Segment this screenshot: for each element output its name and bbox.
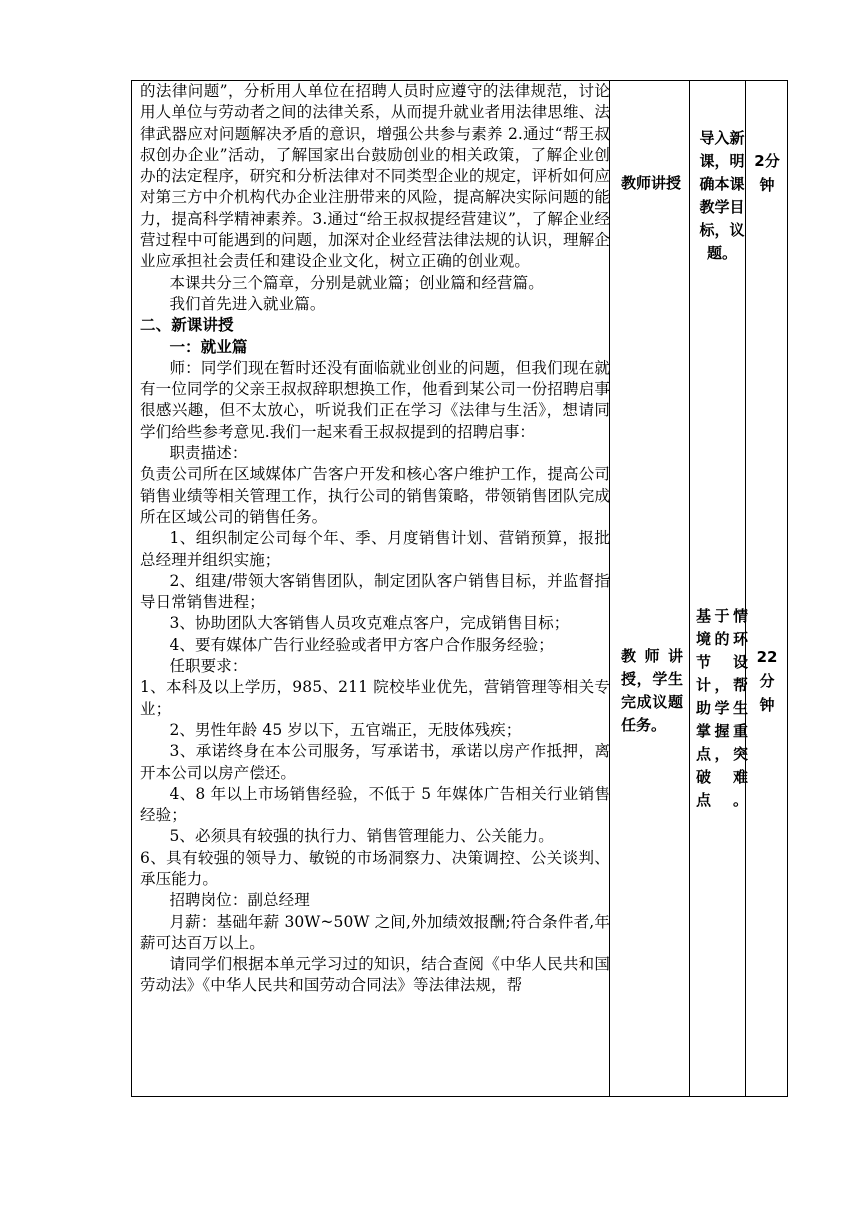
task-instruction: 请同学们根据本单元学习过的知识，结合查阅《中华人民共和国劳动法》《中华人民共和国劳动合同法》等法律法规，帮 <box>140 955 610 995</box>
column-divider <box>689 81 690 1096</box>
job-duties-paragraph: 负责公司所在区域媒体广告客户开发和核心客户维护工作，提高公司销售业绩等相关管理工作，执行公司的销售策略，带领销售团队完成所在区域公司的销售任务。 <box>140 465 610 526</box>
design-intent-1: 导入新课，明确本课教学目标，议题。 <box>699 129 745 262</box>
requirement-item: 4、8 年以上市场销售经验，不低于 5 年媒体广告相关行业销售经验； <box>140 784 610 825</box>
requirements-heading: 任职要求： <box>169 657 248 676</box>
time-allocation-1: 2分钟 <box>754 152 780 194</box>
position-line: 招聘岗位：副总经理 <box>169 891 310 910</box>
salary-line: 月薪：基础年薪 30W~50W 之间,外加绩效报酬;符合条件者,年薪可达百万以上。 <box>140 912 610 952</box>
chapters-intro: 本课共分三个篇章，分别是就业篇；创业篇和经营篇。 <box>169 273 544 292</box>
time-allocation-2: 22分钟 <box>756 648 778 714</box>
duty-item: 1、组织制定公司每个年、季、月度销售计划、营销预算，报批总经理并组织实施； <box>140 529 610 569</box>
objectives-paragraph: 的法律问题”，分析用人单位在招聘人员时应遵守的法律规范，讨论用人单位与劳动者之间的法律关系，从而提升就业者用法律思维、法律武器应对问题解决矛盾的意识，增强公共参与素养 2.通过“帮王叔叔创办企业”活动，了解国家出台鼓励创业的相关政策，了解企业创办的法定程序，研究和分析法律对不同类型企业的规定，评析如何应对第三方中介机构代办企业注册带来的风险，提高解决实际问题的能力，提高科学精神素养。3.通过“给王叔叔提经营建议”，了解企业经营过程中可能遇到的问题，加深对企业经营法律法规的认识，理解企业应承担社会责任和建设企业文化，树立正确的创业观。 <box>140 82 610 271</box>
requirement-item: 1、本科及以上学历，985、211 院校毕业优先，营销管理等相关专业； <box>140 678 610 718</box>
lesson-plan-table <box>131 80 788 1097</box>
duty-item: 4、要有媒体广告行业经验或者甲方客户合作服务经验； <box>169 635 554 654</box>
teacher-paragraph: 师：同学们现在暂时还没有面临就业创业的问题，但我们现在就有一位同学的父亲王叔叔辞职想换工作，他看到某公司一份招聘启事很感兴趣，但不太放心，听说我们正在学习《法律与生活》，想请同学们给些参考意见.我们一起来看王叔叔提到的招聘启事： <box>140 358 610 441</box>
enter-employment-line: 我们首先进入就业篇。 <box>169 294 326 313</box>
requirement-item: 3、承诺终身在本公司服务，写承诺书，承诺以房产作抵押，离开本公司以房产偿还。 <box>140 742 610 782</box>
lesson-content <box>140 81 610 997</box>
duty-item: 2、组建/带领大客销售团队，制定团队客户销售目标，并监督指导日常销售进程； <box>140 571 610 612</box>
requirement-item: 5、必须具有较强的执行力、销售管理能力、公关能力。 <box>169 827 554 846</box>
requirement-item: 6、具有较强的领导力、敏锐的市场洞察力、决策调控、公关谈判、承压能力。 <box>140 848 610 888</box>
section-heading-new-lesson: 二、新课讲授 <box>140 316 234 335</box>
subsection-heading-employment: 一：就业篇 <box>169 337 248 356</box>
teaching-method-1: 教师讲授 <box>621 174 682 192</box>
teaching-method-2: 教师讲授，学生完成议题任务。 <box>621 647 683 734</box>
duty-item: 3、协助团队大客销售人员攻克难点客户，完成销售目标； <box>169 614 570 633</box>
job-duties-heading: 职责描述： <box>169 444 248 463</box>
requirement-item: 2、男性年龄 45 岁以下，五官端正，无肢体残疾； <box>169 720 522 739</box>
design-intent-2: 基于情境的环节设计，帮助学生掌握重点，突破难点。 <box>696 607 748 809</box>
